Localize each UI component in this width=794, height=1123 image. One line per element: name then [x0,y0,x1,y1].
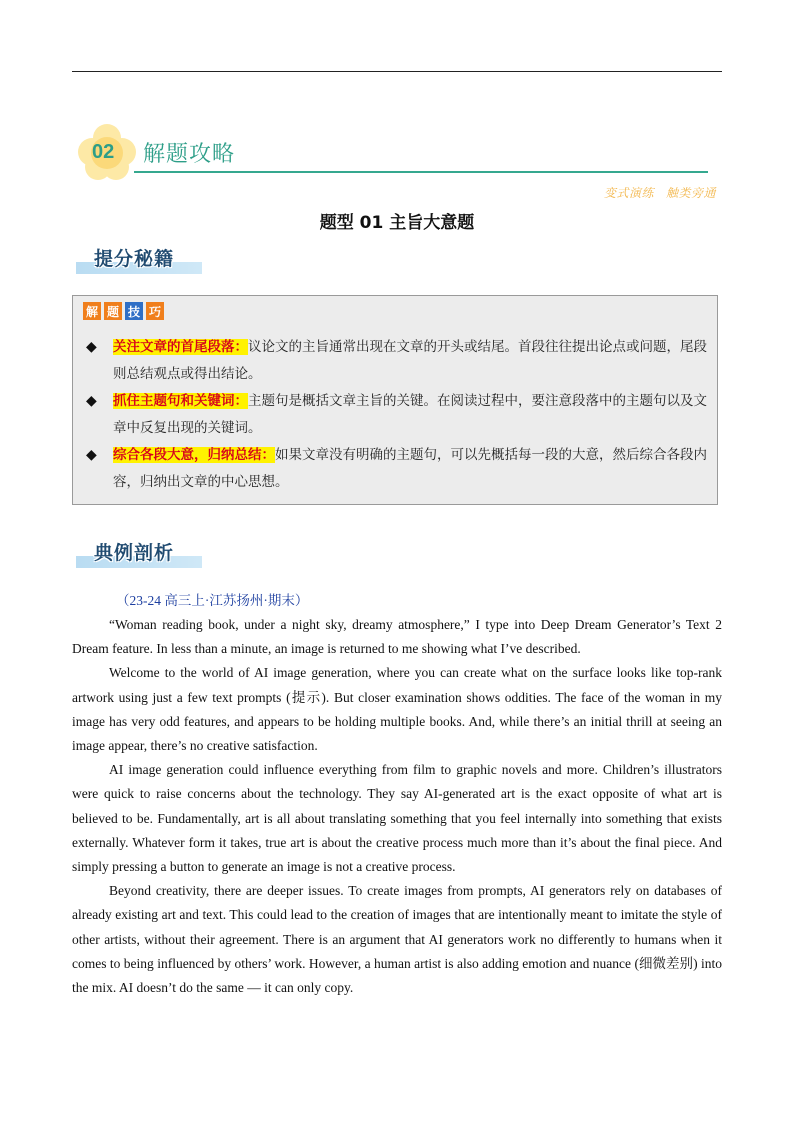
source-citation: （23-24 高三上·江苏扬州·期末） [116,593,309,608]
tip-item [83,334,709,388]
diamond-bullet-icon: ◆ [86,447,97,463]
diamond-bullet-icon: ◆ [86,393,97,409]
section-header [76,122,716,182]
tag-char: 技 [125,302,143,320]
section-number: 02 [92,141,115,163]
page-title: 题型 01 主旨大意题 [319,213,475,233]
article-paragraph: Beyond creativity, there are deeper issues. To create images from prompts, AI generators rely on databases of already existing art and text. This could lead to the creation of images that are intentionally meant to imitate the style of other artists, without their agreement. There is an argument that AI generators work no differently to humans when it comes to being influenced by others’ work. However, a human artist is also adding emotion and nuance (细微差别) into the mix. AI doesn’t do the same — it can only copy. [72,883,722,996]
tip-key: 抓住主题句和关键词： [113,393,248,409]
tag-char: 解 [83,302,101,320]
section-title: 解题攻略 [143,142,236,167]
tip-key: 关注文章的首尾段落： [113,339,248,355]
slogan-left: 变式演练 [603,186,654,200]
slogan-right: 触类旁通 [665,186,716,200]
tips-list [83,334,709,496]
tip-item [83,442,709,496]
section-divider [134,171,708,173]
examples-banner-label: 典例剖析 [94,542,175,564]
article-paragraph: Welcome to the world of AI image generation, where you can create what on the surface looks like top-rank artwork using just a few text prompts (提示). But closer examination shows oddities. The face of the woman in my image has very odd features, and appears to be holding multiple books. And, while there’s an initial thrill at seeing an image appear, there’s no creative satisfaction. [72,665,722,754]
examples-banner [76,538,202,570]
section-slogan [604,184,716,201]
tips-tag [83,302,164,320]
tag-char: 题 [104,302,122,320]
tip-text: 如果文章没有明确的主题句，可以先概括每一段的大意，然后综合各段内容，归纳出文章的中心思想。 [113,447,707,490]
tips-box [72,295,718,505]
tip-item [83,388,709,442]
tip-text: 议论文的主旨通常出现在文章的开头或结尾。首段往往提出论点或问题，尾段则总结观点或得出结论。 [113,339,707,382]
diamond-bullet-icon: ◆ [86,339,97,355]
tip-text: 主题句是概括文章主旨的关键。在阅读过程中，要注意段落中的主题句以及文章中反复出现的关键词。 [113,393,707,436]
article-body [72,613,722,1000]
tips-banner-label: 提分秘籍 [94,248,175,270]
tag-char: 巧 [146,302,164,320]
tips-banner [76,244,202,276]
article-paragraph: “Woman reading book, under a night sky, dreamy atmosphere,” I type into Deep Dream Generator’s Text 2 Dream feature. In less than a minute, an image is returned to me showing what I’ve described. [72,617,722,657]
article-paragraph: AI image generation could influence everything from film to graphic novels and more. Children’s illustrators were quick to raise concerns about the technology. They say AI-generated art is the exact opposite of what art is believed to be. Fundamentally, art is all about translating something that you feel internally into something that exists externally. Whatever form it takes, true art is about the creative process much more than it’s about the final piece. And simply pressing a button to generate an image is not a creative process. [72,762,722,875]
tip-key: 综合各段大意，归纳总结： [113,447,275,463]
header-rule [72,71,722,72]
